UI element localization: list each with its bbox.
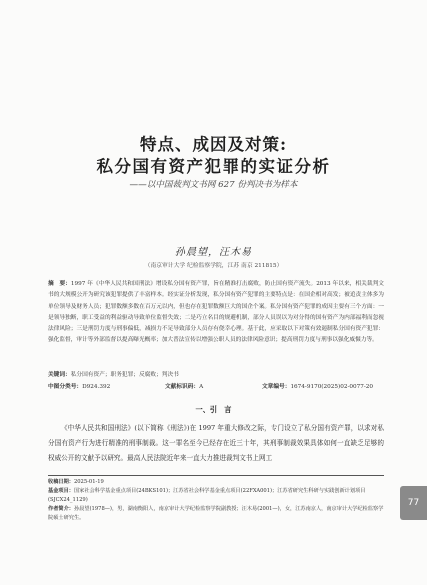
article-number bbox=[262, 381, 373, 390]
keywords-text: 私分国有资产；职务犯罪；反腐败；判决书 bbox=[70, 372, 179, 378]
article-title-line1: 特点、成因及对策: bbox=[139, 135, 288, 154]
page-number: 77 bbox=[407, 498, 420, 508]
page-number-tab bbox=[400, 486, 427, 520]
author-info-value: 孙晨望(1978—)，男，湖南衡阳人，南京审计大学纪检监察学院副教授；汪木易(2001—)，女，江苏南京人，南京审计大学纪检监察学院硕士研究生。 bbox=[48, 506, 384, 521]
keywords-label: 关键词： bbox=[48, 372, 71, 378]
received-label: 收稿日期： bbox=[48, 479, 74, 485]
abstract bbox=[48, 279, 384, 347]
document-code bbox=[165, 381, 203, 390]
affiliation: （南京审计大学 纪检监察学院，江苏 南京 211815） bbox=[144, 263, 283, 269]
fund-value: 国家社会科学基金重点项目(24BKS101)；江苏省社会科学基金重点项目(22FXA001)；江苏省研究生科研与实践创新计划项目(SJCX24_1129) bbox=[48, 488, 366, 503]
doc-code-value: A bbox=[199, 384, 204, 390]
article-subtitle: ——以中国裁判文书网 627 份判决书为样本 bbox=[129, 180, 298, 190]
clc-label: 中图分类号： bbox=[48, 384, 83, 390]
authors: 孙晨望，汪木易 bbox=[175, 247, 252, 258]
footnote-author-info bbox=[48, 505, 384, 522]
article-no-value: 1674-9170(2025)02-0077-20 bbox=[290, 384, 374, 390]
clc-value: D924.392 bbox=[82, 384, 111, 390]
footnote-divider bbox=[48, 475, 384, 476]
footnote-fund bbox=[48, 487, 384, 504]
keywords bbox=[48, 369, 384, 378]
abstract-text: 1997 年《中华人民共和国刑法》增设私分国有资产罪，旨在精准打击腐败，防止国有资产流失。2013 年以来，相关裁判文书的大规模公开为研究该犯罪提供了丰富样本。经实证分析发现，私分国有资产犯罪的主要特点是：在国企相对高发；被追责主体多为单位领导及财务人员；犯罪数额多数在百万元以内，但也存在犯罪数额巨大的国企个案。私分国有资产犯罪的成因主要有三个方面：一是领导独断，职工受益的利益驱动导致单位监督失效；二是巧立名目的规避机制，部分人员误以为对分得的国有资产为内部福利而忽视法律风险；三是刑罚力度与刑事偏低，减损力不足导致部分人员存有侥幸心理。基于此，应采取以下对策有效遏制私分国有资产犯罪：强化监督，审计等外部监督以提高曝光概率；加大普法宣传以增强公职人员的法律风险意识；提高刑罚力度与刑事以强化威慑力等。 bbox=[48, 281, 384, 344]
footnote-received bbox=[48, 478, 384, 487]
clc-number bbox=[48, 381, 110, 390]
fund-label: 基金项目： bbox=[48, 488, 74, 494]
body-paragraph: 《中华人民共和国刑法》(以下简称《刑法》)在 1997 年重大修改之际，专门设立了私分国有资产罪，以求对私分国有资产行为进行精准的刑事制裁。这一罪名至今已经存在近三十年，其刑事制裁效果具体如何一直缺乏足够的权威公开的文献予以研究。最高人民法院近年来一直大力推进裁判文书上网工 bbox=[48, 424, 384, 462]
article-no-label: 文章编号： bbox=[262, 384, 291, 390]
doc-code-label: 文献标识码： bbox=[165, 384, 200, 390]
received-value: 2025-01-19 bbox=[73, 479, 104, 485]
article-title-line2: 私分国有资产犯罪的实证分析 bbox=[96, 157, 331, 176]
section-heading: 一、引 言 bbox=[195, 405, 232, 414]
abstract-label: 摘 要： bbox=[48, 281, 71, 287]
author-info-label: 作者简介： bbox=[48, 506, 74, 512]
